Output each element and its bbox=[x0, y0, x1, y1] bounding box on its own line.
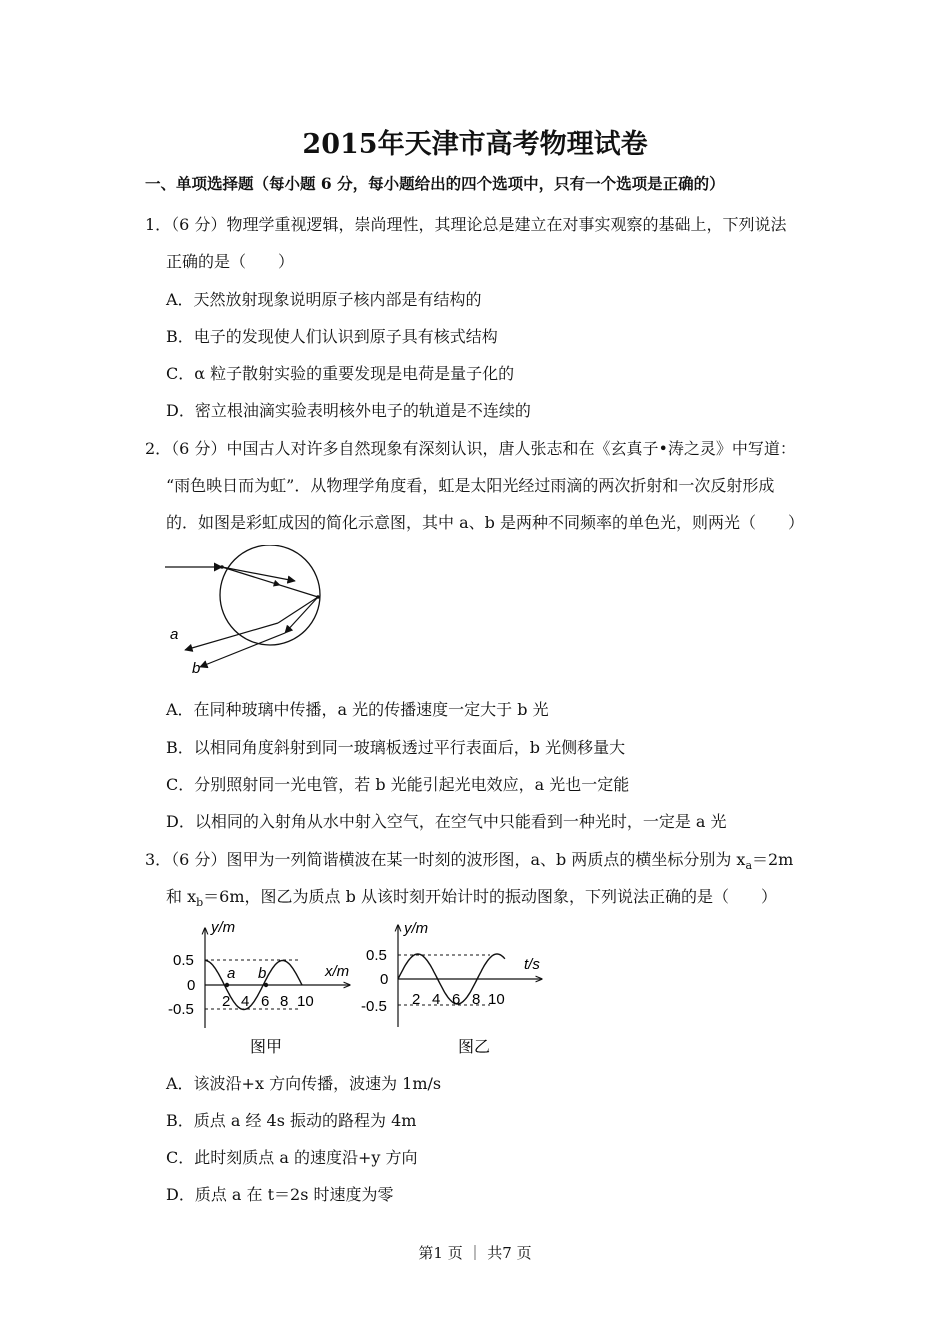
q2-stem-line2: “雨色映日而为虹”．从物理学角度看，虹是太阳光经过雨滴的两次折射和一次反射形成 bbox=[166, 476, 775, 495]
x-tick: 4 bbox=[432, 991, 441, 1008]
y-label: y/m bbox=[404, 920, 429, 937]
q2-stem-line3: 的．如图是彩虹成因的简化示意图，其中 a、b 是两种不同频率的单色光，则两光（ ） bbox=[166, 513, 804, 532]
q1-option-a: A．天然放射现象说明原子核内部是有结构的 bbox=[166, 290, 482, 309]
x-tick: 8 bbox=[472, 991, 481, 1008]
q1-option-b: B．电子的发现使人们认识到原子具有核式结构 bbox=[166, 327, 498, 346]
wave-graph-jia bbox=[165, 920, 360, 1060]
q1-option-d: D．密立根油滴实验表明核外电子的轨道是不连续的 bbox=[166, 401, 531, 420]
x-tick: 6 bbox=[261, 993, 270, 1010]
y-tick: 0.5 bbox=[173, 952, 194, 969]
raindrop-circle bbox=[220, 545, 320, 645]
y-tick: 0.5 bbox=[366, 947, 387, 964]
x-tick: 6 bbox=[452, 991, 461, 1008]
x-tick: 2 bbox=[222, 993, 231, 1010]
y-tick: 0 bbox=[187, 977, 196, 994]
q1-option-c: C．α 粒子散射实验的重要发现是电荷是量子化的 bbox=[166, 364, 515, 383]
rainbow-diagram bbox=[160, 545, 340, 685]
page-footer: 第1 页 ｜ 共7 页 bbox=[418, 1244, 532, 1262]
q3-option-b: B．质点 a 经 4s 振动的路程为 4m bbox=[166, 1111, 417, 1130]
label-a: a bbox=[170, 626, 179, 643]
q3-stem-line2: 和 $x_b=6m$，图乙为质点 b 从该时刻开始计时的振动图象，下列说法正确的是（ ） bbox=[166, 887, 777, 910]
y-tick: -0.5 bbox=[168, 1001, 194, 1018]
y-label: y/m bbox=[211, 920, 236, 936]
q2-stem-line1: 2．（6 分）中国古人对许多自然现象有深刻认识，唐人张志和在《玄真子•涛之灵》中写道： bbox=[145, 439, 796, 458]
q1-stem-line1: 1．（6 分）物理学重视逻辑，崇尚理性，其理论总是建立在对事实观察的基础上，下列说法 bbox=[145, 215, 787, 234]
q2-option-b: B．以相同角度斜射到同一玻璃板透过平行表面后，b 光侧移量大 bbox=[166, 738, 626, 757]
q3-option-a: A．该波沿+x 方向传播，波速为 1m/s bbox=[166, 1074, 442, 1093]
q3-option-c: C．此时刻质点 a 的速度沿+y 方向 bbox=[166, 1148, 418, 1167]
label-b: b bbox=[192, 660, 201, 677]
x-tick: 10 bbox=[297, 993, 314, 1010]
y-tick: -0.5 bbox=[361, 998, 387, 1015]
x-tick: 8 bbox=[280, 993, 289, 1010]
caption-yi: 图乙 bbox=[458, 1039, 491, 1056]
q3-option-d: D．质点 a 在 t＝2s 时速度为零 bbox=[166, 1185, 394, 1204]
caption-jia: 图甲 bbox=[250, 1039, 283, 1056]
exit-ray-b bbox=[200, 633, 285, 667]
page-title: 2015年天津市高考物理试卷 bbox=[302, 129, 648, 160]
label-b: b bbox=[258, 965, 267, 982]
point-a bbox=[225, 983, 229, 987]
section-heading: 一、单项选择题（每小题 6 分，每小题给出的四个选项中，只有一个选项是正确的） bbox=[145, 174, 725, 193]
q3-stem-line1: 3．（6 分）图甲为一列简谐横波在某一时刻的波形图，a、b 两质点的横坐标分别为 $x_a=2m$ bbox=[145, 850, 794, 873]
y-tick: 0 bbox=[380, 971, 389, 988]
point-b bbox=[264, 983, 268, 987]
q2-option-a: A．在同种玻璃中传播，a 光的传播速度一定大于 b 光 bbox=[166, 700, 549, 719]
q1-stem-line2: 正确的是（ ） bbox=[166, 252, 295, 271]
t-label: t/s bbox=[524, 956, 540, 973]
x-tick: 10 bbox=[488, 991, 505, 1008]
refracted-ray-a bbox=[222, 567, 318, 597]
label-a: a bbox=[227, 965, 236, 982]
x-label: x/m bbox=[325, 963, 350, 980]
vibration-graph-yi bbox=[360, 915, 555, 1060]
x-tick: 2 bbox=[412, 991, 421, 1008]
x-tick: 4 bbox=[241, 993, 250, 1010]
q2-option-c: C．分别照射同一光电管，若 b 光能引起光电效应，a 光也一定能 bbox=[166, 775, 630, 794]
q2-option-d: D．以相同的入射角从水中射入空气，在空气中只能看到一种光时，一定是 a 光 bbox=[166, 812, 727, 831]
